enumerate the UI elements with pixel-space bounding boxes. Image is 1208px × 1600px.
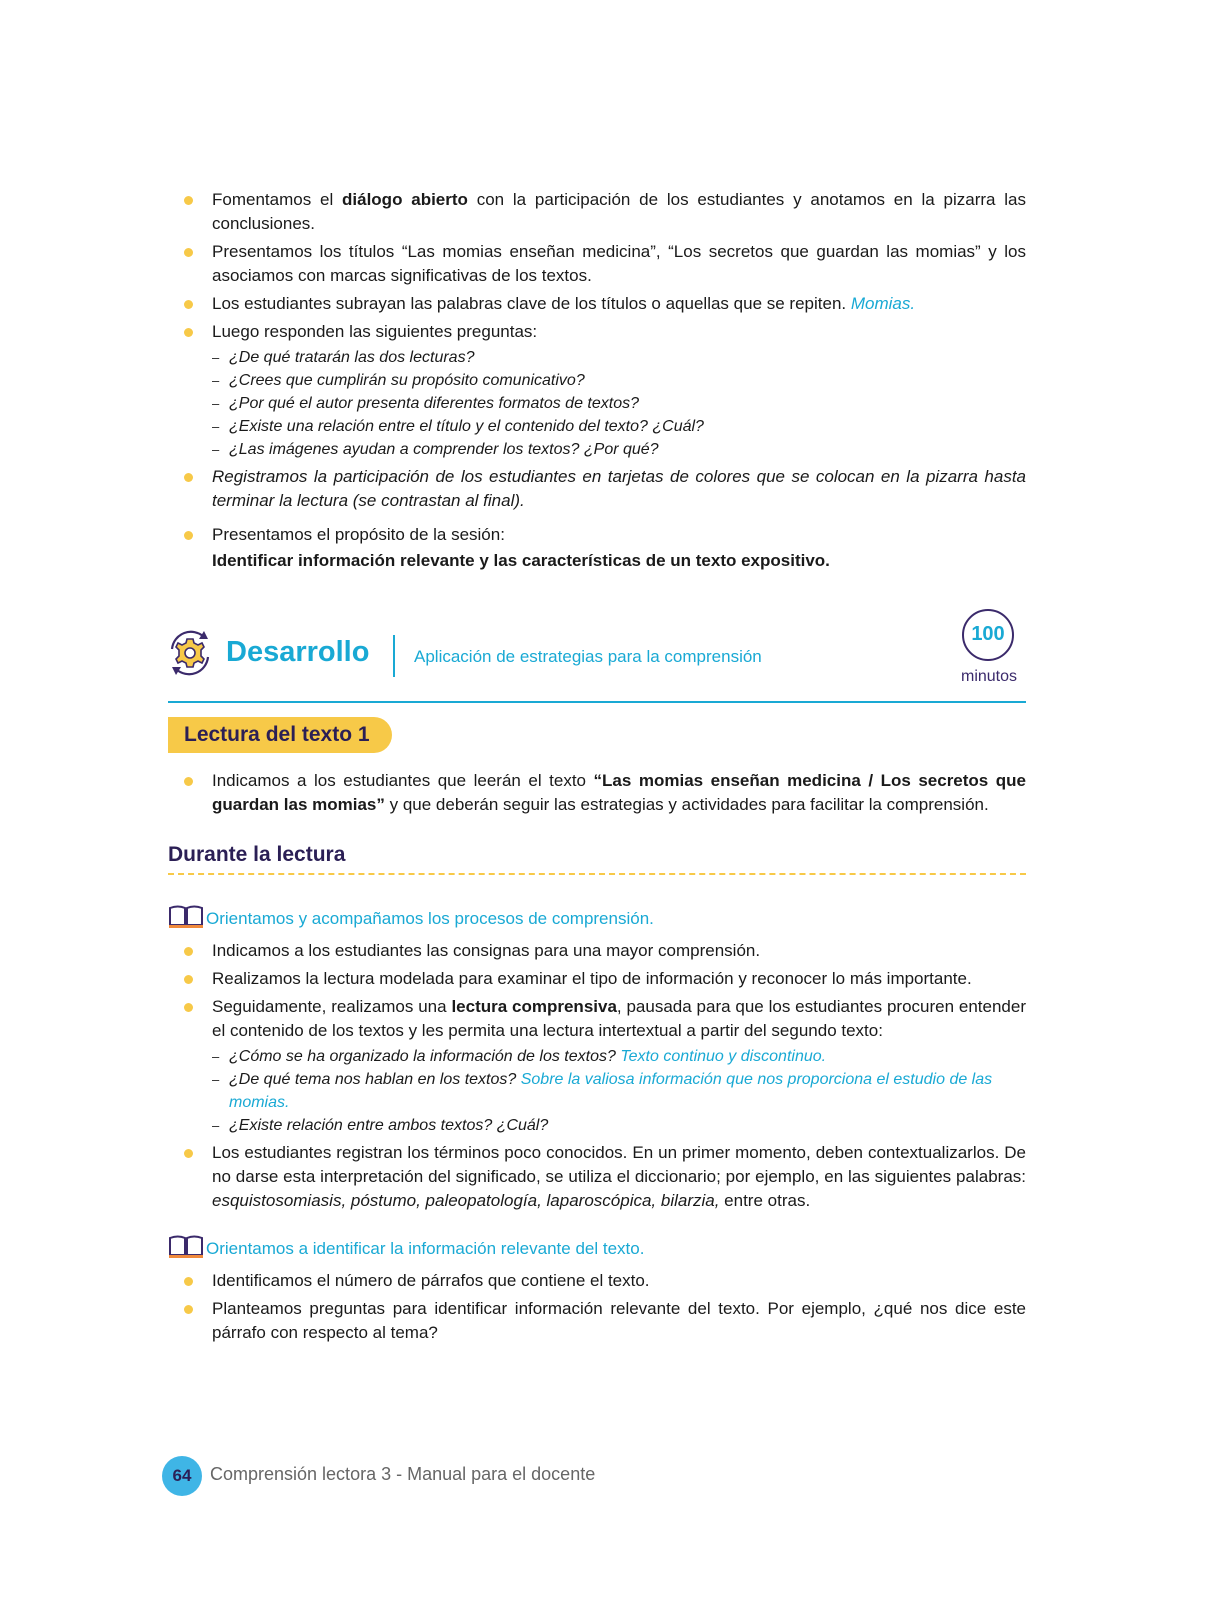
text: Luego responden las siguientes preguntas:: [212, 322, 538, 341]
tag-wrap: [168, 703, 1026, 753]
list-item: [168, 523, 1026, 547]
text: Fomentamos el: [212, 190, 343, 209]
page-number: 64: [162, 1456, 202, 1496]
divider: [393, 635, 395, 677]
step-text: Orientamos a identificar la información relevante del texto.: [206, 1239, 645, 1258]
timer-label: minutos: [960, 668, 1018, 685]
text: Planteamos preguntas para identificar información relevante del texto. Por ejemplo, ¿qué nos dice este párrafo con respecto al tema?: [212, 1299, 1026, 1342]
question-list: [168, 346, 1026, 461]
section-subtitle: Aplicación de estrategias para la comprensión: [414, 647, 762, 666]
text: y que deberán seguir las estrategias y actividades para facilitar la comprensión.: [384, 795, 989, 814]
list-item: [168, 1141, 1026, 1213]
answer-text: Texto continuo y discontinuo.: [620, 1048, 827, 1065]
text: Los estudiantes subrayan las palabras clave de los títulos o aquellas que se repiten.: [212, 294, 851, 313]
footer-text: Comprensión lectora 3 - Manual para el docente: [210, 1464, 596, 1484]
reading-tag: Lectura del texto 1: [168, 717, 392, 753]
bold-text: diálogo abierto: [342, 190, 468, 209]
step-text: Orientamos y acompañamos los procesos de comprensión.: [206, 909, 654, 928]
list-item: [168, 967, 1026, 991]
question-item: – ¿Crees que cumplirán su propósito comunicativo?: [168, 369, 1026, 392]
step-heading: [168, 1235, 1026, 1259]
text: entre otras.: [719, 1191, 811, 1210]
italic-words: esquistosomiasis, póstumo, paleopatología, laparoscópica, bilarzia,: [212, 1191, 720, 1210]
durante-bullet-list-2: [168, 1141, 1026, 1213]
subsection-title: Durante la lectura: [168, 841, 1026, 875]
list-item: [168, 188, 1026, 236]
desarrollo-header: [168, 609, 1026, 703]
lectura-bullet-list: [168, 769, 1026, 817]
question-list: [168, 1045, 1026, 1137]
text: Realizamos la lectura modelada para examinar el tipo de información y reconocer lo más importante.: [212, 969, 972, 988]
bold-text: lectura comprensiva: [451, 997, 617, 1016]
text: Presentamos los títulos “Las momias enseñan medicina”, “Los secretos que guardan las momias” y los asociamos con marcas significativas de los textos.: [212, 242, 1026, 285]
text: Seguidamente, realizamos una: [212, 997, 452, 1016]
step-heading: [168, 905, 1026, 929]
text: Indicamos a los estudiantes que leerán el texto: [212, 771, 594, 790]
question-text: ¿Cómo se ha organizado la información de los textos?: [229, 1048, 621, 1065]
list-item: [168, 292, 1026, 316]
durante-bullet-list-3: [168, 1269, 1026, 1345]
question-text: ¿De qué tema nos hablan en los textos?: [229, 1071, 521, 1088]
question-item: – ¿Existe una relación entre el título y el contenido del texto? ¿Cuál?: [168, 415, 1026, 438]
answer-text: Sobre la valiosa información que nos proporciona el estudio de las momias.: [229, 1071, 993, 1111]
question-item: – ¿Por qué el autor presenta diferentes formatos de textos?: [168, 392, 1026, 415]
list-item: [168, 240, 1026, 288]
session-purpose: Identificar información relevante y las características de un texto expositivo.: [212, 551, 830, 570]
question-item: – ¿De qué tratarán las dos lecturas?: [168, 346, 1026, 369]
timer-badge: [954, 609, 1024, 695]
question-text: ¿Existe relación entre ambos textos? ¿Cuál?: [229, 1117, 549, 1134]
list-item: [168, 1297, 1026, 1345]
bold-text: “Las momias enseñan medicina / Los secretos que guardan las momias”: [212, 771, 1027, 814]
list-item: [168, 939, 1026, 963]
text: con la participación de los estudiantes y anotamos en la pizarra las conclusiones.: [212, 190, 1026, 233]
open-book-icon: [168, 1235, 204, 1259]
question-item: [168, 1114, 1026, 1137]
intro-bullet-list: [168, 188, 1026, 344]
list-item: [168, 1269, 1026, 1293]
list-item: [168, 320, 1026, 344]
durante-bullet-list: [168, 939, 1026, 1043]
question-item: – ¿Las imágenes ayudan a comprender los textos? ¿Por qué?: [168, 438, 1026, 461]
question-item: [168, 1045, 1026, 1068]
list-item: [168, 995, 1026, 1043]
gear-cycle-icon: [164, 627, 216, 679]
page-content: [168, 188, 1026, 1349]
text: Los estudiantes registran los términos poco conocidos. En un primer momento, deben contextualizarlos. De no darse esta interpretación del significado, se utiliza el diccionario; por ejemplo, en las siguientes palabras:: [212, 1143, 1026, 1186]
list-item: [168, 465, 1026, 513]
list-item: [168, 769, 1026, 817]
text: Registramos la participación de los estudiantes en tarjetas de colores que se colocan en la pizarra hasta terminar la lectura (se contrastan al final).: [212, 467, 1026, 510]
intro-bullet-list-2: [168, 465, 1026, 547]
timer-minutes: 100: [971, 623, 1005, 645]
text: Indicamos a los estudiantes las consignas para una mayor comprensión.: [212, 941, 761, 960]
text: Presentamos el propósito de la sesión:: [212, 525, 505, 544]
open-book-icon: [168, 905, 204, 929]
section-title: Desarrollo: [226, 636, 370, 668]
answer-text: Momias.: [850, 294, 916, 313]
text: Identificamos el número de párrafos que contiene el texto.: [212, 1271, 650, 1290]
text: , pausada para que los estudiantes procuren entender el contenido de los textos y les permita una lectura intertextual a partir del segundo texto:: [212, 997, 1026, 1040]
question-item: [168, 1068, 1026, 1114]
